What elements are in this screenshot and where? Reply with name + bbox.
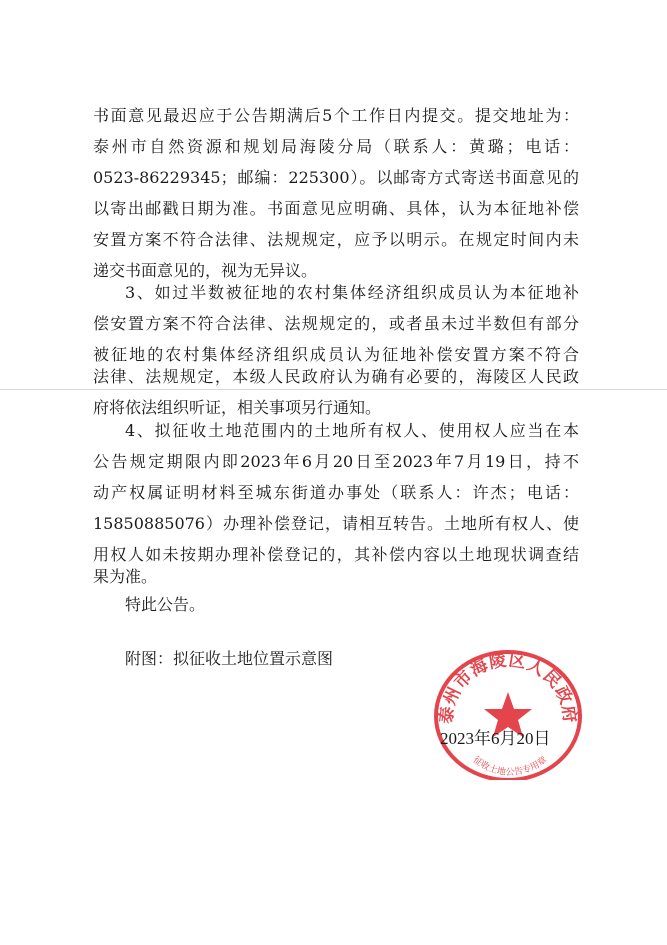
paragraph-4-line: 公告规定期限内即2023年6月20日至2023年7月19日，持不 [93, 452, 579, 471]
paragraph-4-line: 用权人如未按期办理补偿登记的，其补偿内容以土地现状调查结 [93, 545, 579, 564]
closing-text: 特此公告。 [125, 595, 206, 614]
page-fold-line [0, 389, 667, 390]
paragraph-4-line: 果为准。 [93, 567, 158, 586]
paragraph-4-line: 动产权属证明材料至城东街道办事处（联系人：许杰；电话： [93, 483, 579, 502]
attachment-note: 附图：拟征收土地位置示意图 [125, 649, 334, 668]
paragraph-1-line: 递交书面意见的，视为无异议。 [93, 261, 318, 280]
document-date: 2023年6月20日 [440, 729, 551, 748]
paragraph-3-line: 府将依法组织听证，相关事项另行通知。 [93, 398, 382, 417]
svg-text:泰州市海陵区人民政府: 泰州市海陵区人民政府 [436, 650, 580, 725]
paragraph-1-line: 安置方案不符合法律、法规规定，应予以明示。在规定时间内未 [93, 230, 579, 249]
paragraph-3-line: 3、如过半数被征地的农村集体经济组织成员认为本征地补 [125, 283, 579, 302]
paragraph-1-line: 泰州市自然资源和规划局海陵分局（联系人：黄璐；电话： [93, 137, 579, 156]
paragraph-4-line: 4、拟征收土地范围内的土地所有权人、使用权人应当在本 [125, 421, 579, 440]
paragraph-1-line: 书面意见最迟应于公告期满后5个工作日内提交。提交地址为： [93, 106, 579, 125]
official-seal [430, 640, 586, 780]
paragraph-3-line: 法律、法规规定，本级人民政府认为确有必要的，海陵区人民政 [93, 367, 579, 386]
paragraph-3-line: 偿安置方案不符合法律、法规规定的，或者虽未过半数但有部分 [93, 314, 579, 333]
svg-text:征收土地公告专用章: 征收土地公告专用章 [470, 755, 550, 778]
paragraph-1-line: 以寄出邮戳日期为准。书面意见应明确、具体，认为本征地补偿 [93, 199, 579, 218]
paragraph-4-line: 15850885076）办理补偿登记，请相互转告。土地所有权人、使 [93, 514, 579, 533]
paragraph-1-line: 0523-86229345；邮编：225300）。以邮寄方式寄送书面意见的 [93, 168, 579, 187]
paragraph-3-line: 被征地的农村集体经济组织成员认为征地补偿安置方案不符合 [93, 345, 579, 364]
